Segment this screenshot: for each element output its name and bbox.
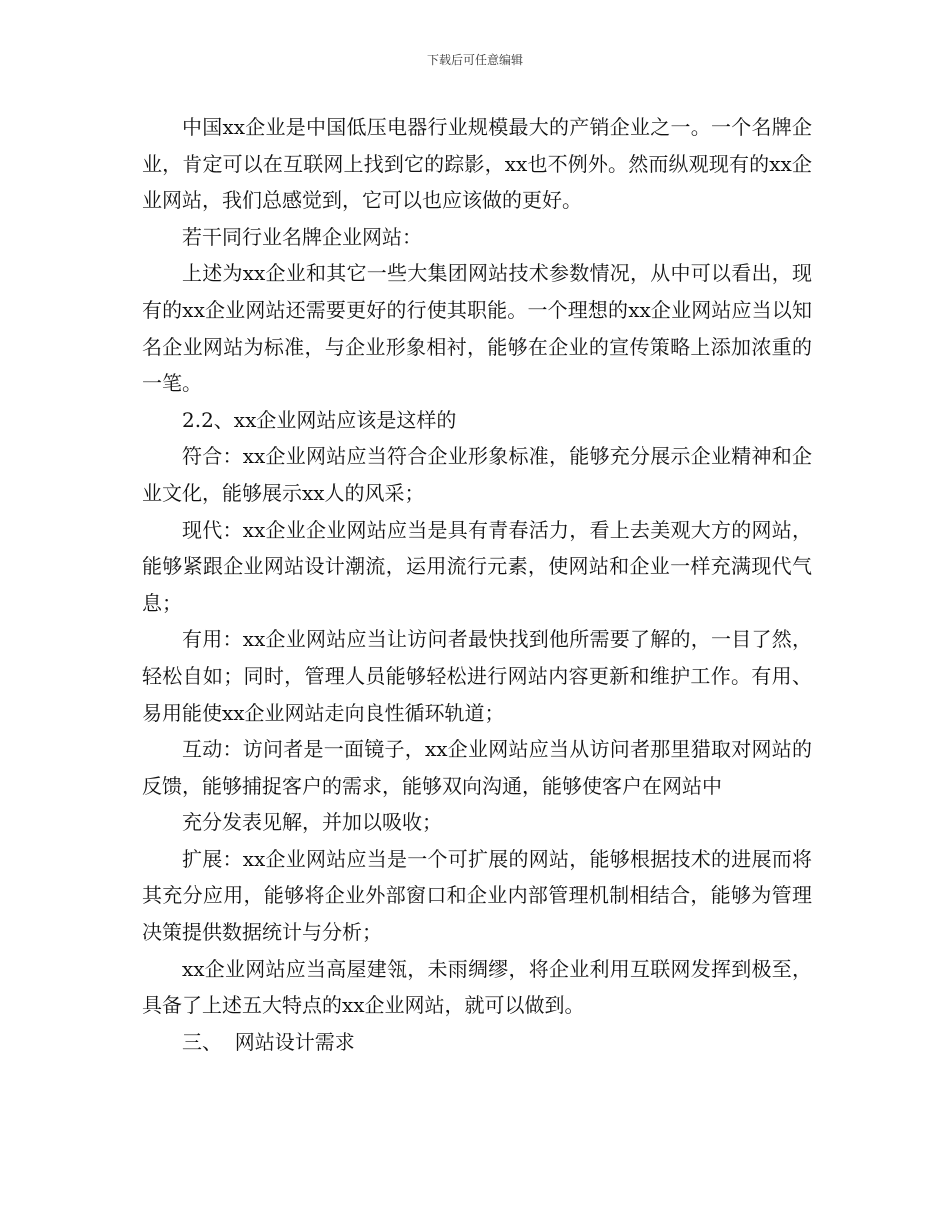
paragraph-interactive-cont: 充分发表见解，并加以吸收； bbox=[182, 810, 442, 835]
section-heading: 三、 网站设计需求 bbox=[182, 1029, 355, 1054]
subsection-heading: 2.2、xx企业网站应该是这样的 bbox=[182, 407, 457, 432]
paragraph-conform: 符合：xx企业网站应当符合企业形象标准，能够充分展示企业精神和企业文化，能够展示xx人的风采； bbox=[142, 444, 812, 505]
paragraph-conclusion: xx企业网站应当高屋建瓴，未雨绸缪，将企业利用互联网发挥到极至，具备了上述五大特点的xx企业网站，就可以做到。 bbox=[142, 956, 812, 1018]
paragraph-intro: 中国xx企业是中国低压电器行业规模最大的产销企业之一。一个名牌企业，肯定可以在互联网上找到它的踪影，xx也不例外。然而纵观现有的xx企业网站，我们总感觉到，它可以也应该做的更好。 bbox=[142, 115, 812, 213]
paragraph-peer-sites: 若干同行业名牌企业网站： bbox=[182, 224, 422, 249]
paragraph-extensible: 扩展：xx企业网站应当是一个可扩展的网站，能够根据技术的进展而将其充分应用，能够将企业外部窗口和企业内部管理机制相结合，能够为管理决策提供数据统计与分析； bbox=[142, 846, 812, 945]
paragraph-tech-params: 上述为xx企业和其它一些大集团网站技术参数情况，从中可以看出，现有的xx企业网站还需要更好的行使其职能。一个理想的xx企业网站应当以知名企业网站为标准，与企业形象相衬，能够在企业的宣传策略上添加浓重的一笔。 bbox=[142, 261, 812, 396]
document-body bbox=[142, 109, 812, 1060]
paragraph-useful: 有用：xx企业网站应当让访问者最快找到他所需要了解的，一目了然，轻松自如；同时，管理人员能够轻松进行网站内容更新和维护工作。有用、易用能使xx企业网站走向良性循环轨道； bbox=[142, 627, 812, 725]
paragraph-modern: 现代：xx企业企业网站应当是具有青春活力，看上去美观大方的网站，能够紧跟企业网站设计潮流，运用流行元素，使网站和企业一样充满现代气息； bbox=[142, 517, 812, 615]
page-header-note: 下载后可任意编辑 bbox=[426, 53, 523, 67]
paragraph-interactive: 互动：访问者是一面镜子，xx企业网站应当从访问者那里猎取对网站的反馈，能够捕捉客户的需求，能够双向沟通，能够使客户在网站中 bbox=[142, 737, 812, 798]
